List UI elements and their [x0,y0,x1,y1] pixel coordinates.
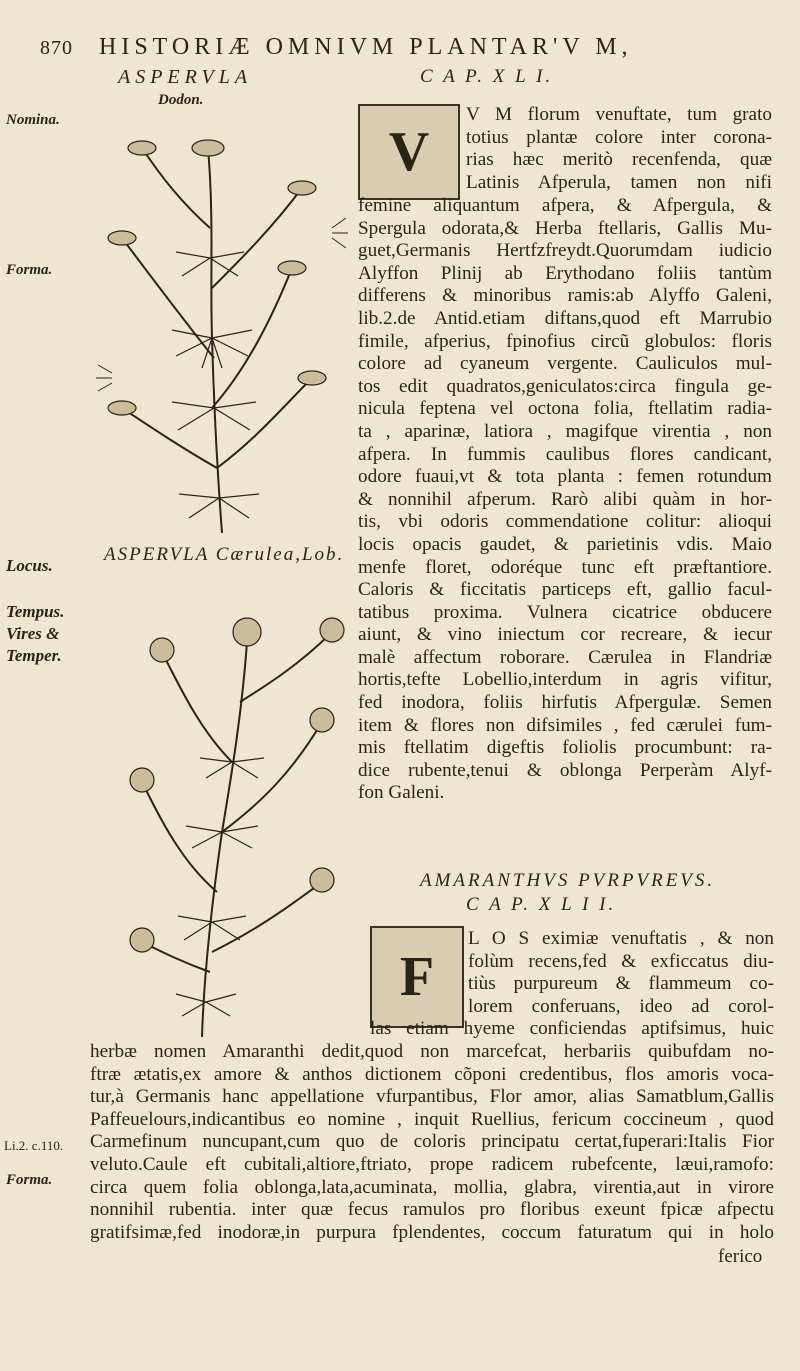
plant-author: Dodon. [158,92,204,108]
text-line: fon Galeni. [358,782,445,804]
margin-note-nomina: Nomina. [6,112,60,128]
margin-note-reference: Li.2. c.110. [4,1138,64,1153]
margin-note-vires: Vires & [6,624,60,643]
chapter-2-label: C A P. X L I I. [466,894,617,915]
text-line: veluto.Caule eft cubitali,altiore,ftriato, prope radicem rubefcente, læui,ramofo: [90,1153,774,1175]
text-line: fed inodora, foliis hirfutis Afpergulæ. Semen [358,692,772,714]
text-line: menfe floret, odoréque tunc eft præftantiore. [358,556,772,578]
figure-2-caption: ASPERVLA Cærulea,Lob. [104,544,345,565]
running-header [40,34,780,61]
text-line: circa quem folia oblonga,lata,acuminata, mollia, glabra, virentia,aut in virore [90,1176,774,1198]
text-line: fimile, afperius, fpinofius circũ globulos: floris [358,330,772,352]
margin-note-locus: Locus. [6,556,53,575]
text-line: item & flores non difsimiles , fed cærulei fum- [358,714,772,736]
text-line: differens & minoribus ramis:ab Alyffo Galeni, [358,285,772,307]
text-line: Carmefinum nuncupant,cum quo de coloris principatu certat,fuperari:Italis Fior [90,1131,774,1153]
chapter-1-text [358,195,772,805]
text-line: & nonnihil afperum. Rarò alibi quàm in hor- [358,488,772,510]
page-number: 870 [40,37,73,59]
text-line: ftræ ætatis,ex amore & anthos dictionem cõponi credentibus, flos amoris voca- [90,1063,774,1085]
text-line: L O S eximiæ venuftatis , & non [468,928,774,949]
text-line: guet,Germanis Hertfzfreydt.Quorumdam iudicio [358,240,772,262]
decorated-initial-f: F [370,926,464,1028]
chapter-label: C A P. X L I. [420,66,554,87]
asperula-caerulea-woodcut [112,572,362,1042]
text-line: Latinis Afperula, tamen non nifi [466,171,772,193]
text-line: gratifsimæ,fed inodoræ,in purpura fplendentes, coccum faturatum qui in holo [90,1221,774,1243]
chapter-2-text [90,1041,774,1244]
text-line: Spergula odorata,& Herba ftellaris, Gallis Mu- [358,217,772,239]
chapter-2-title: AMARANTHVS PVRPVREVS. [420,870,716,891]
text-line: totius plantæ colore inter corona- [466,126,772,148]
text-line: colore ad cyaneum vergente. Cauliculos mul- [358,353,772,375]
text-line: Caloris & ficcitatis particeps eft, gallio facul- [358,579,772,601]
text-line: dice rubente,tenui & oblonga Perperàm Alyf- [358,759,772,781]
text-line: nonnihil rubentia. inter quæ fecus ramulos pro floribus exeunt fpicæ afpectu [90,1199,774,1221]
text-line: tatibus proxima. Vulnera cicatrice obducere [358,601,772,623]
text-line: afpera. In fummis caulibus flores candicant, [358,443,772,465]
text-line: odore fuaui,vt & tota planta : femen rotundum [358,466,772,488]
text-line: herbæ nomen Amaranthi dedit,quod non marcefcat, herbariis quibufdam no- [90,1041,774,1062]
chapter-1-text-narrow [466,104,772,194]
text-line: malè affectum roborare. Cærulea in Flandriæ [358,646,772,668]
margin-note-temper: Temper. [6,646,62,665]
text-line: nicula feptena vel octona folia, ftellatim radia- [358,398,772,420]
text-line: hortis,tefte Lobellio,interdum in agris vifitur, [358,669,772,691]
text-line: rias hæc meritò recenfenda, quæ [466,149,772,171]
text-line: mis ftellatim digeftis foliolis procumbunt: ra- [358,737,772,759]
chapter-2-text-bridge [370,1018,774,1041]
text-line: Paffeuelours,indicantibus eo nomine , inquit Ruellius, fericum coccineum , quod [90,1108,774,1130]
text-line: V M florum venuftate, tum grato [466,104,772,125]
text-line: las etiam hyeme conficiendas aptifsimus, huic [370,1018,774,1039]
margin-note-tempus: Tempus. [6,602,65,621]
margin-note-forma: Forma. [6,262,53,278]
text-line: lib.2.de Antid.etiam diftans,quod eft Marrubio [358,307,772,329]
text-line: tiùs purpureum & flammeum co- [468,973,774,995]
text-line: lorem conferuans, ideo ad corol- [468,995,774,1017]
text-line: Alyffon Plinij ab Erythodano foliis tantùm [358,262,772,284]
chapter-2-text-narrow [468,928,774,1018]
decorated-initial-v: V [358,104,460,200]
text-line: femine aliquantum afpera, & Afpergula, & [358,195,772,216]
text-line: tos edit quadratos,geniculatos:circa fingula ge- [358,375,772,397]
margin-note-forma-2: Forma. [6,1172,53,1188]
text-line: tis, vbi odoris commendatione colitur: alioqui [358,511,772,533]
running-title: HISTORIÆ OMNIVM PLANTAR'V M, [99,34,633,60]
plant-name-heading: ASPERVLA [118,66,253,88]
text-line: ta , aparinæ, latiora , magifque virentia , non [358,420,772,442]
text-line: aiunt, & vino iniectum cor recreare, & iecur [358,624,772,646]
text-line: folùm recens,fed & exficcatus diu- [468,950,774,972]
asperula-woodcut [82,108,352,538]
catchword: ferico [718,1246,763,1267]
text-line: tur,à Germanis hanc appellatione vfurpantibus, Flor amor, alias Samatblum,Gallis [90,1086,774,1108]
text-line: locis opacis gaudet, & parietinis vdis. Maio [358,533,772,555]
